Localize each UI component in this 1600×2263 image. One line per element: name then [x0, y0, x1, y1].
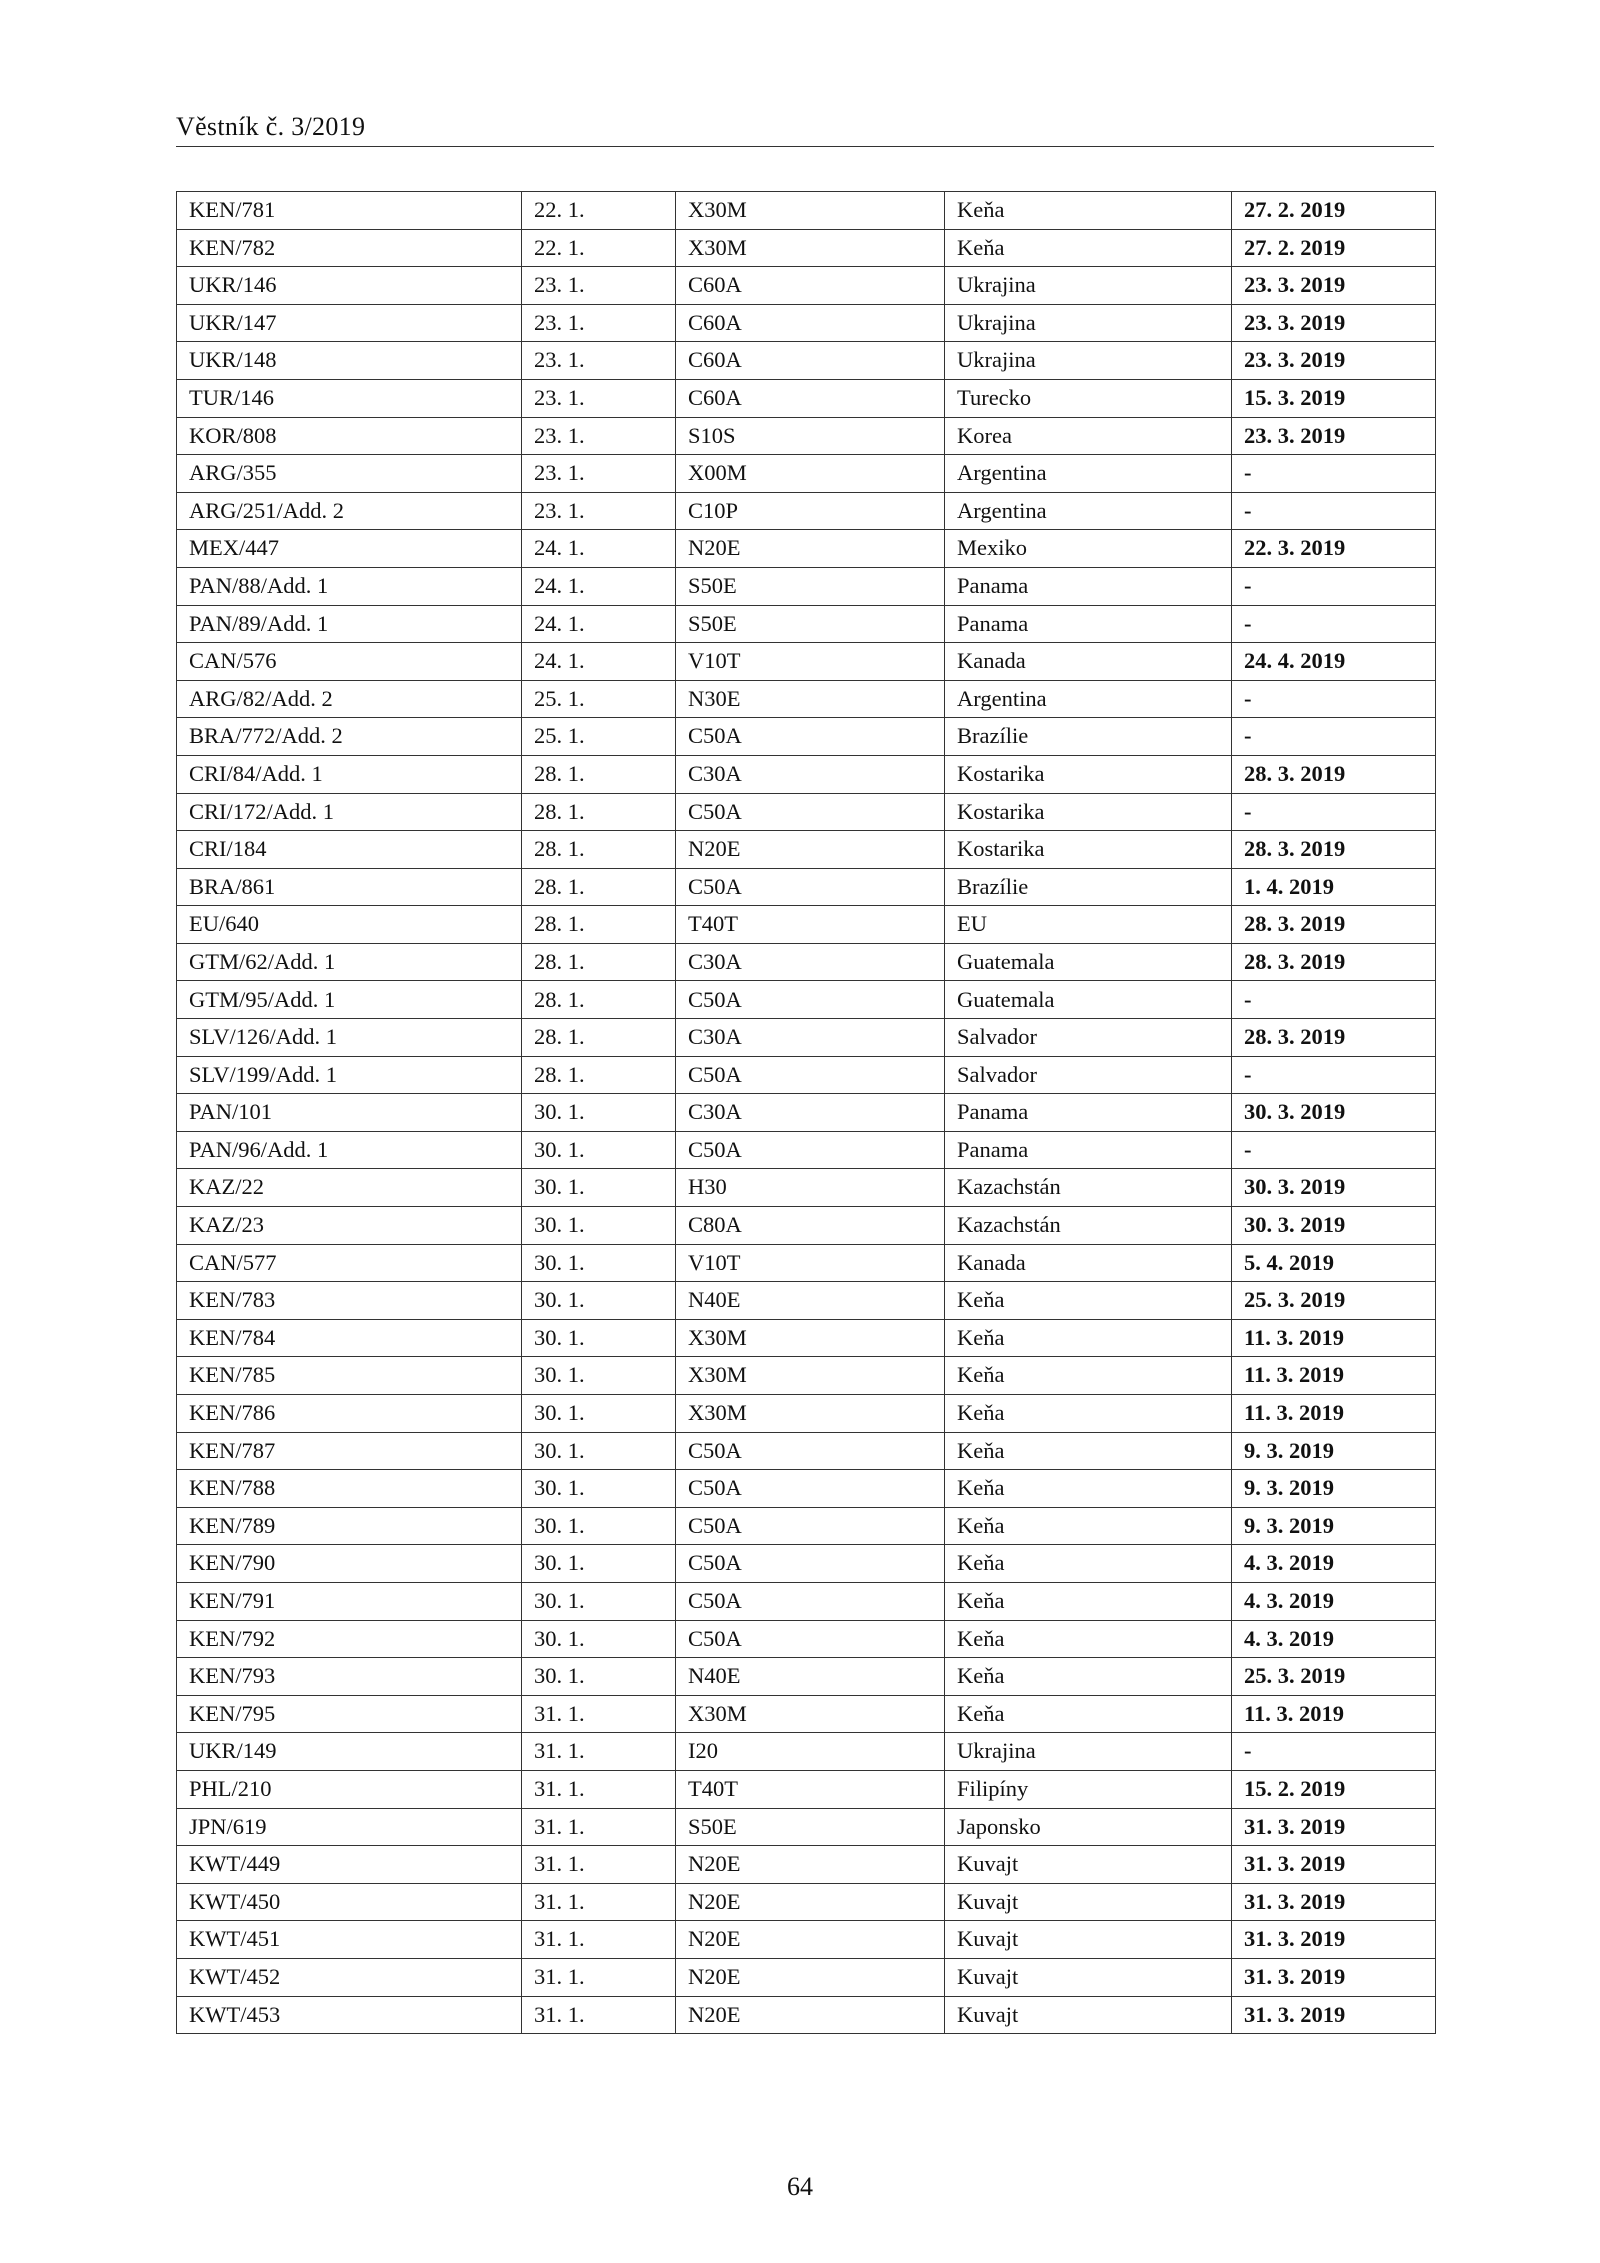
category-code-cell: C50A	[676, 718, 945, 756]
deadline-cell: -	[1232, 793, 1436, 831]
document-code-cell: KEN/784	[177, 1319, 522, 1357]
country-cell: Ukrajina	[945, 1733, 1232, 1771]
deadline-cell: 30. 3. 2019	[1232, 1169, 1436, 1207]
table-row	[177, 417, 1436, 455]
document-code-cell: BRA/772/Add. 2	[177, 718, 522, 756]
deadline-cell: 11. 3. 2019	[1232, 1695, 1436, 1733]
document-code-cell: CAN/577	[177, 1244, 522, 1282]
category-code-cell: C50A	[676, 1545, 945, 1583]
table-row	[177, 304, 1436, 342]
date-cell: 22. 1.	[522, 192, 676, 230]
date-cell: 24. 1.	[522, 567, 676, 605]
deadline-cell: -	[1232, 492, 1436, 530]
deadline-cell: -	[1232, 981, 1436, 1019]
deadline-cell: 28. 3. 2019	[1232, 943, 1436, 981]
category-code-cell: N20E	[676, 1958, 945, 1996]
date-cell: 23. 1.	[522, 267, 676, 305]
date-cell: 30. 1.	[522, 1620, 676, 1658]
country-cell: Keňa	[945, 1357, 1232, 1395]
deadline-cell: -	[1232, 718, 1436, 756]
country-cell: Keňa	[945, 1507, 1232, 1545]
country-cell: Kuvajt	[945, 1846, 1232, 1884]
document-code-cell: UKR/148	[177, 342, 522, 380]
document-code-cell: CRI/84/Add. 1	[177, 755, 522, 793]
category-code-cell: X30M	[676, 229, 945, 267]
category-code-cell: N20E	[676, 1846, 945, 1884]
category-code-cell: N20E	[676, 1996, 945, 2034]
country-cell: Ukrajina	[945, 267, 1232, 305]
table-row	[177, 1733, 1436, 1771]
category-code-cell: N40E	[676, 1658, 945, 1696]
country-cell: Panama	[945, 567, 1232, 605]
country-cell: Kuvajt	[945, 1958, 1232, 1996]
country-cell: Kostarika	[945, 831, 1232, 869]
category-code-cell: C10P	[676, 492, 945, 530]
deadline-cell: 22. 3. 2019	[1232, 530, 1436, 568]
table-row	[177, 1883, 1436, 1921]
category-code-cell: T40T	[676, 1770, 945, 1808]
category-code-cell: S50E	[676, 1808, 945, 1846]
document-code-cell: KWT/453	[177, 1996, 522, 2034]
category-code-cell: N20E	[676, 1921, 945, 1959]
document-code-cell: EU/640	[177, 906, 522, 944]
table-row	[177, 1395, 1436, 1433]
deadline-cell: 31. 3. 2019	[1232, 1958, 1436, 1996]
document-code-cell: GTM/95/Add. 1	[177, 981, 522, 1019]
category-code-cell: X30M	[676, 1319, 945, 1357]
country-cell: Keňa	[945, 1545, 1232, 1583]
date-cell: 23. 1.	[522, 417, 676, 455]
table-row	[177, 1695, 1436, 1733]
deadline-cell: -	[1232, 455, 1436, 493]
table-row	[177, 1846, 1436, 1884]
document-code-cell: KWT/450	[177, 1883, 522, 1921]
date-cell: 30. 1.	[522, 1470, 676, 1508]
deadline-cell: -	[1232, 567, 1436, 605]
deadline-cell: 5. 4. 2019	[1232, 1244, 1436, 1282]
country-cell: Kanada	[945, 1244, 1232, 1282]
country-cell: Kuvajt	[945, 1883, 1232, 1921]
document-code-cell: KEN/788	[177, 1470, 522, 1508]
document-code-cell: KEN/792	[177, 1620, 522, 1658]
deadline-cell: -	[1232, 680, 1436, 718]
document-code-cell: ARG/251/Add. 2	[177, 492, 522, 530]
date-cell: 25. 1.	[522, 718, 676, 756]
deadline-cell: 25. 3. 2019	[1232, 1658, 1436, 1696]
document-code-cell: CAN/576	[177, 643, 522, 681]
category-code-cell: S50E	[676, 605, 945, 643]
category-code-cell: S10S	[676, 417, 945, 455]
country-cell: Argentina	[945, 680, 1232, 718]
country-cell: Keňa	[945, 1658, 1232, 1696]
date-cell: 28. 1.	[522, 981, 676, 1019]
document-code-cell: CRI/184	[177, 831, 522, 869]
category-code-cell: X00M	[676, 455, 945, 493]
table-row	[177, 1432, 1436, 1470]
deadline-cell: 30. 3. 2019	[1232, 1207, 1436, 1245]
deadline-cell: 28. 3. 2019	[1232, 906, 1436, 944]
category-code-cell: C80A	[676, 1207, 945, 1245]
table-row	[177, 1282, 1436, 1320]
document-code-cell: BRA/861	[177, 868, 522, 906]
country-cell: EU	[945, 906, 1232, 944]
deadline-cell: 4. 3. 2019	[1232, 1582, 1436, 1620]
document-code-cell: SLV/199/Add. 1	[177, 1056, 522, 1094]
document-code-cell: KWT/449	[177, 1846, 522, 1884]
table-row	[177, 680, 1436, 718]
date-cell: 30. 1.	[522, 1319, 676, 1357]
date-cell: 30. 1.	[522, 1094, 676, 1132]
table-row	[177, 1996, 1436, 2034]
table-row	[177, 906, 1436, 944]
table-row	[177, 831, 1436, 869]
table-row	[177, 455, 1436, 493]
deadline-cell: 31. 3. 2019	[1232, 1846, 1436, 1884]
country-cell: Keňa	[945, 1620, 1232, 1658]
document-code-cell: KEN/782	[177, 229, 522, 267]
deadline-cell: 11. 3. 2019	[1232, 1357, 1436, 1395]
deadline-cell: 23. 3. 2019	[1232, 267, 1436, 305]
document-code-cell: ARG/82/Add. 2	[177, 680, 522, 718]
deadline-cell: 23. 3. 2019	[1232, 417, 1436, 455]
table-row	[177, 1207, 1436, 1245]
document-code-cell: UKR/147	[177, 304, 522, 342]
category-code-cell: C50A	[676, 1507, 945, 1545]
table-row	[177, 981, 1436, 1019]
category-code-cell: X30M	[676, 1395, 945, 1433]
country-cell: Guatemala	[945, 981, 1232, 1019]
date-cell: 30. 1.	[522, 1357, 676, 1395]
country-cell: Keňa	[945, 192, 1232, 230]
deadline-cell: 27. 2. 2019	[1232, 229, 1436, 267]
date-cell: 30. 1.	[522, 1507, 676, 1545]
deadline-cell: -	[1232, 1056, 1436, 1094]
date-cell: 31. 1.	[522, 1883, 676, 1921]
category-code-cell: C50A	[676, 868, 945, 906]
date-cell: 30. 1.	[522, 1207, 676, 1245]
category-code-cell: C30A	[676, 943, 945, 981]
category-code-cell: C60A	[676, 304, 945, 342]
table-row	[177, 793, 1436, 831]
date-cell: 28. 1.	[522, 943, 676, 981]
deadline-cell: 15. 3. 2019	[1232, 379, 1436, 417]
document-code-cell: PAN/89/Add. 1	[177, 605, 522, 643]
deadline-cell: -	[1232, 1733, 1436, 1771]
country-cell: Argentina	[945, 492, 1232, 530]
category-code-cell: N30E	[676, 680, 945, 718]
deadline-cell: 4. 3. 2019	[1232, 1545, 1436, 1583]
table-row	[177, 1545, 1436, 1583]
date-cell: 24. 1.	[522, 643, 676, 681]
document-code-cell: PAN/96/Add. 1	[177, 1131, 522, 1169]
document-code-cell: KAZ/23	[177, 1207, 522, 1245]
category-code-cell: C30A	[676, 1094, 945, 1132]
category-code-cell: C50A	[676, 1432, 945, 1470]
deadline-cell: 4. 3. 2019	[1232, 1620, 1436, 1658]
table-row	[177, 718, 1436, 756]
date-cell: 31. 1.	[522, 1770, 676, 1808]
page-number: 64	[787, 2172, 813, 2201]
deadline-cell: 31. 3. 2019	[1232, 1808, 1436, 1846]
date-cell: 31. 1.	[522, 1958, 676, 1996]
document-code-cell: KEN/783	[177, 1282, 522, 1320]
table-row	[177, 192, 1436, 230]
table-row	[177, 1357, 1436, 1395]
category-code-cell: V10T	[676, 643, 945, 681]
document-code-cell: KWT/452	[177, 1958, 522, 1996]
country-cell: Guatemala	[945, 943, 1232, 981]
date-cell: 30. 1.	[522, 1282, 676, 1320]
date-cell: 30. 1.	[522, 1658, 676, 1696]
date-cell: 25. 1.	[522, 680, 676, 718]
table-row	[177, 1620, 1436, 1658]
category-code-cell: C50A	[676, 1582, 945, 1620]
date-cell: 31. 1.	[522, 1733, 676, 1771]
country-cell: Keňa	[945, 229, 1232, 267]
category-code-cell: C60A	[676, 267, 945, 305]
country-cell: Ukrajina	[945, 342, 1232, 380]
table-row	[177, 1582, 1436, 1620]
table-row	[177, 1056, 1436, 1094]
deadline-cell: 28. 3. 2019	[1232, 831, 1436, 869]
country-cell: Turecko	[945, 379, 1232, 417]
country-cell: Keňa	[945, 1432, 1232, 1470]
country-cell: Panama	[945, 1094, 1232, 1132]
category-code-cell: I20	[676, 1733, 945, 1771]
category-code-cell: C50A	[676, 1131, 945, 1169]
document-code-cell: KAZ/22	[177, 1169, 522, 1207]
document-code-cell: KEN/795	[177, 1695, 522, 1733]
country-cell: Keňa	[945, 1395, 1232, 1433]
date-cell: 23. 1.	[522, 455, 676, 493]
country-cell: Salvador	[945, 1019, 1232, 1057]
country-cell: Brazílie	[945, 868, 1232, 906]
table-row	[177, 1507, 1436, 1545]
date-cell: 28. 1.	[522, 1019, 676, 1057]
country-cell: Kuvajt	[945, 1996, 1232, 2034]
deadline-cell: 30. 3. 2019	[1232, 1094, 1436, 1132]
deadline-cell: 28. 3. 2019	[1232, 1019, 1436, 1057]
header-divider	[176, 146, 1434, 147]
document-code-cell: JPN/619	[177, 1808, 522, 1846]
country-cell: Ukrajina	[945, 304, 1232, 342]
deadline-cell: 1. 4. 2019	[1232, 868, 1436, 906]
date-cell: 23. 1.	[522, 304, 676, 342]
table-row	[177, 1094, 1436, 1132]
date-cell: 30. 1.	[522, 1545, 676, 1583]
table-row	[177, 530, 1436, 568]
deadline-cell: 28. 3. 2019	[1232, 755, 1436, 793]
date-cell: 24. 1.	[522, 605, 676, 643]
country-cell: Salvador	[945, 1056, 1232, 1094]
country-cell: Keňa	[945, 1582, 1232, 1620]
deadline-cell: 24. 4. 2019	[1232, 643, 1436, 681]
category-code-cell: N20E	[676, 530, 945, 568]
category-code-cell: C50A	[676, 1620, 945, 1658]
date-cell: 28. 1.	[522, 906, 676, 944]
category-code-cell: V10T	[676, 1244, 945, 1282]
table-row	[177, 1470, 1436, 1508]
date-cell: 28. 1.	[522, 1056, 676, 1094]
date-cell: 30. 1.	[522, 1432, 676, 1470]
country-cell: Brazílie	[945, 718, 1232, 756]
country-cell: Kostarika	[945, 793, 1232, 831]
deadline-cell: 31. 3. 2019	[1232, 1996, 1436, 2034]
table-row	[177, 1921, 1436, 1959]
table-row	[177, 755, 1436, 793]
table-row	[177, 267, 1436, 305]
country-cell: Mexiko	[945, 530, 1232, 568]
date-cell: 23. 1.	[522, 379, 676, 417]
category-code-cell: C60A	[676, 379, 945, 417]
date-cell: 30. 1.	[522, 1395, 676, 1433]
country-cell: Kuvajt	[945, 1921, 1232, 1959]
category-code-cell: N20E	[676, 1883, 945, 1921]
notifications-table	[176, 191, 1436, 2034]
date-cell: 22. 1.	[522, 229, 676, 267]
date-cell: 23. 1.	[522, 492, 676, 530]
category-code-cell: C60A	[676, 342, 945, 380]
document-code-cell: GTM/62/Add. 1	[177, 943, 522, 981]
country-cell: Kazachstán	[945, 1169, 1232, 1207]
document-code-cell: PHL/210	[177, 1770, 522, 1808]
document-code-cell: KEN/791	[177, 1582, 522, 1620]
category-code-cell: X30M	[676, 1357, 945, 1395]
deadline-cell: -	[1232, 1131, 1436, 1169]
date-cell: 31. 1.	[522, 1921, 676, 1959]
document-code-cell: ARG/355	[177, 455, 522, 493]
country-cell: Keňa	[945, 1695, 1232, 1733]
table-row	[177, 1169, 1436, 1207]
date-cell: 30. 1.	[522, 1131, 676, 1169]
date-cell: 31. 1.	[522, 1808, 676, 1846]
category-code-cell: X30M	[676, 192, 945, 230]
document-code-cell: UKR/149	[177, 1733, 522, 1771]
table-row	[177, 943, 1436, 981]
table-row	[177, 1019, 1436, 1057]
deadline-cell: 11. 3. 2019	[1232, 1395, 1436, 1433]
country-cell: Filipíny	[945, 1770, 1232, 1808]
table-row	[177, 492, 1436, 530]
document-code-cell: KWT/451	[177, 1921, 522, 1959]
deadline-cell: 25. 3. 2019	[1232, 1282, 1436, 1320]
table-body	[177, 192, 1436, 2034]
category-code-cell: X30M	[676, 1695, 945, 1733]
deadline-cell: 9. 3. 2019	[1232, 1432, 1436, 1470]
document-code-cell: SLV/126/Add. 1	[177, 1019, 522, 1057]
date-cell: 23. 1.	[522, 342, 676, 380]
deadline-cell: 31. 3. 2019	[1232, 1921, 1436, 1959]
table-row	[177, 1808, 1436, 1846]
category-code-cell: T40T	[676, 906, 945, 944]
deadline-cell: 23. 3. 2019	[1232, 304, 1436, 342]
deadline-cell: 11. 3. 2019	[1232, 1319, 1436, 1357]
document-code-cell: MEX/447	[177, 530, 522, 568]
document-code-cell: UKR/146	[177, 267, 522, 305]
date-cell: 30. 1.	[522, 1582, 676, 1620]
country-cell: Panama	[945, 605, 1232, 643]
document-code-cell: KEN/787	[177, 1432, 522, 1470]
country-cell: Panama	[945, 1131, 1232, 1169]
date-cell: 31. 1.	[522, 1846, 676, 1884]
country-cell: Kazachstán	[945, 1207, 1232, 1245]
deadline-cell: 31. 3. 2019	[1232, 1883, 1436, 1921]
country-cell: Keňa	[945, 1470, 1232, 1508]
table-row	[177, 1658, 1436, 1696]
deadline-cell: 9. 3. 2019	[1232, 1470, 1436, 1508]
table-row	[177, 567, 1436, 605]
table-row	[177, 1244, 1436, 1282]
document-code-cell: TUR/146	[177, 379, 522, 417]
document-code-cell: KEN/781	[177, 192, 522, 230]
date-cell: 28. 1.	[522, 868, 676, 906]
date-cell: 30. 1.	[522, 1169, 676, 1207]
table-row	[177, 1958, 1436, 1996]
category-code-cell: N20E	[676, 831, 945, 869]
document-code-cell: KEN/793	[177, 1658, 522, 1696]
date-cell: 28. 1.	[522, 793, 676, 831]
country-cell: Keňa	[945, 1319, 1232, 1357]
country-cell: Keňa	[945, 1282, 1232, 1320]
table-row	[177, 643, 1436, 681]
country-cell: Kostarika	[945, 755, 1232, 793]
category-code-cell: C30A	[676, 1019, 945, 1057]
document-code-cell: PAN/88/Add. 1	[177, 567, 522, 605]
date-cell: 28. 1.	[522, 831, 676, 869]
deadline-cell: 9. 3. 2019	[1232, 1507, 1436, 1545]
category-code-cell: C50A	[676, 1056, 945, 1094]
country-cell: Argentina	[945, 455, 1232, 493]
table-row	[177, 379, 1436, 417]
deadline-cell: -	[1232, 605, 1436, 643]
date-cell: 28. 1.	[522, 755, 676, 793]
date-cell: 31. 1.	[522, 1996, 676, 2034]
document-code-cell: KEN/789	[177, 1507, 522, 1545]
country-cell: Kanada	[945, 643, 1232, 681]
table-row	[177, 229, 1436, 267]
date-cell: 31. 1.	[522, 1695, 676, 1733]
category-code-cell: C30A	[676, 755, 945, 793]
document-code-cell: KOR/808	[177, 417, 522, 455]
category-code-cell: H30	[676, 1169, 945, 1207]
table-row	[177, 1131, 1436, 1169]
deadline-cell: 15. 2. 2019	[1232, 1770, 1436, 1808]
document-code-cell: KEN/786	[177, 1395, 522, 1433]
deadline-cell: 27. 2. 2019	[1232, 192, 1436, 230]
document-code-cell: KEN/785	[177, 1357, 522, 1395]
table-row	[177, 868, 1436, 906]
date-cell: 24. 1.	[522, 530, 676, 568]
document-code-cell: CRI/172/Add. 1	[177, 793, 522, 831]
date-cell: 30. 1.	[522, 1244, 676, 1282]
table-row	[177, 1770, 1436, 1808]
deadline-cell: 23. 3. 2019	[1232, 342, 1436, 380]
category-code-cell: C50A	[676, 1470, 945, 1508]
table-row	[177, 342, 1436, 380]
category-code-cell: N40E	[676, 1282, 945, 1320]
document-code-cell: PAN/101	[177, 1094, 522, 1132]
page-header-title: Věstník č. 3/2019	[176, 112, 366, 141]
document-code-cell: KEN/790	[177, 1545, 522, 1583]
country-cell: Korea	[945, 417, 1232, 455]
table-row	[177, 605, 1436, 643]
category-code-cell: C50A	[676, 981, 945, 1019]
country-cell: Japonsko	[945, 1808, 1232, 1846]
category-code-cell: C50A	[676, 793, 945, 831]
category-code-cell: S50E	[676, 567, 945, 605]
table-row	[177, 1319, 1436, 1357]
